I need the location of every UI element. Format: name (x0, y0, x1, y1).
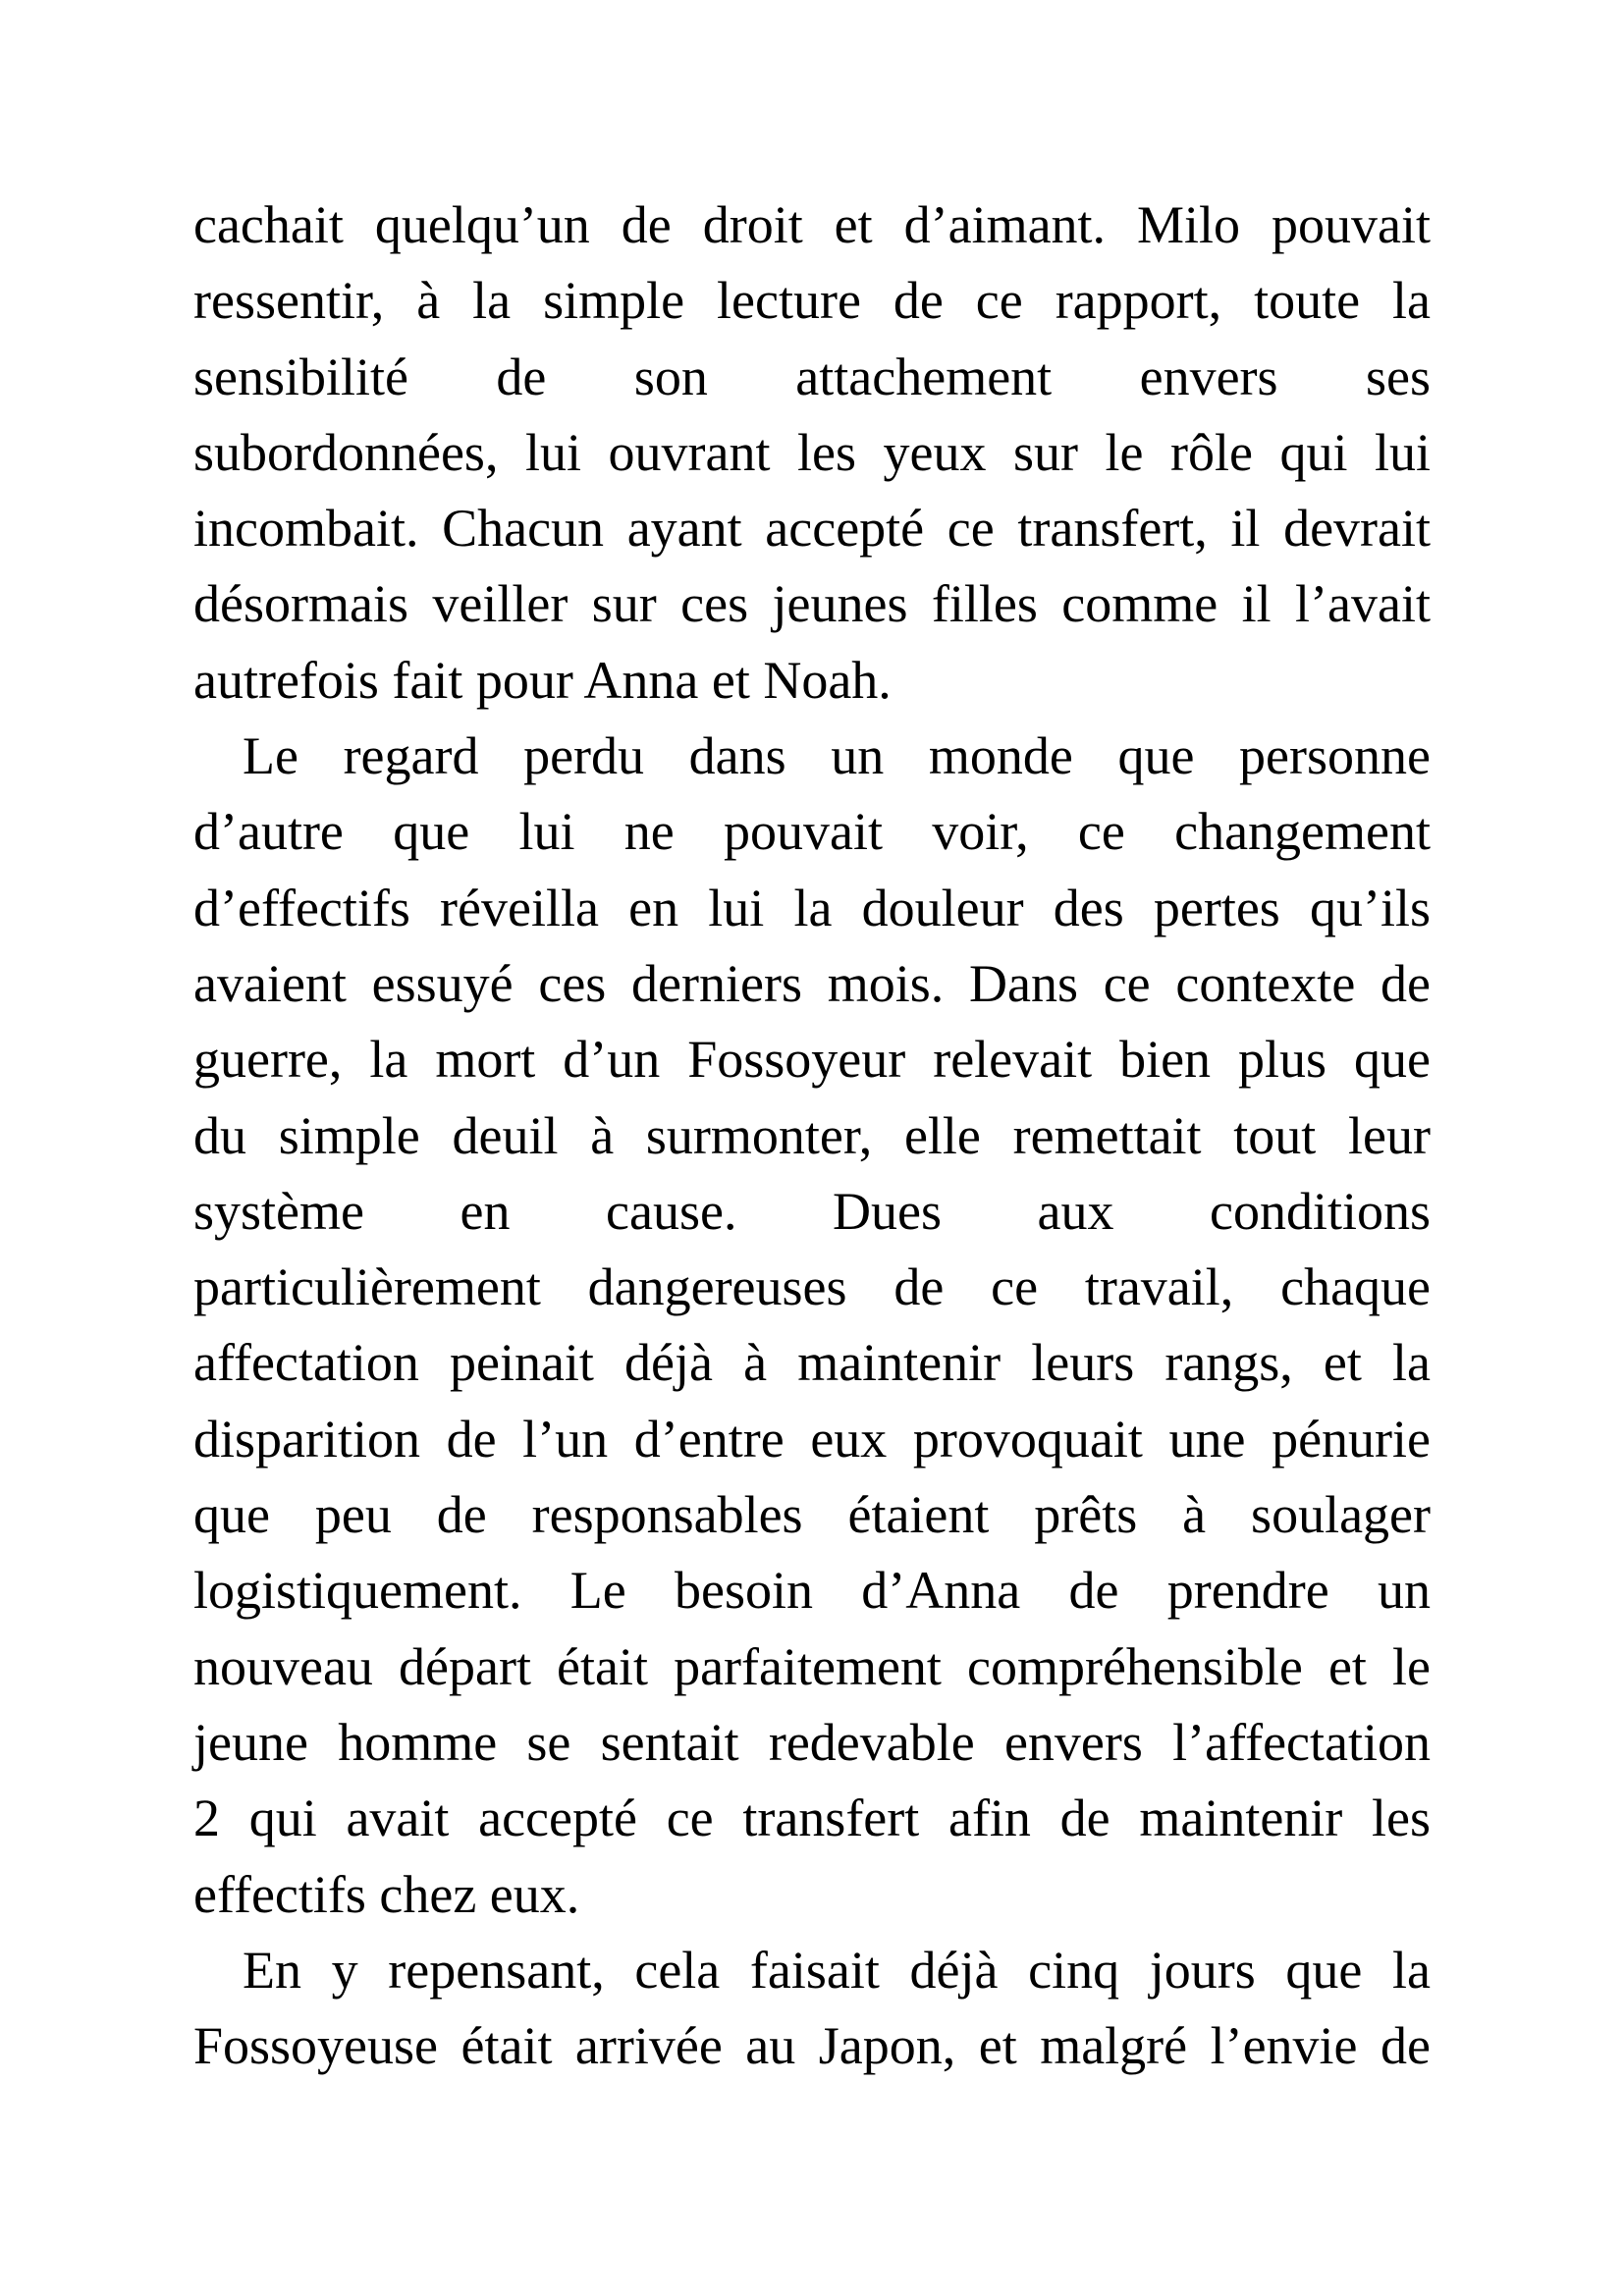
paragraph (193, 187, 1431, 719)
text-line: désormais veiller sur ces jeunes filles comme il l’avait (193, 574, 1431, 634)
text-line: Le regard perdu dans un monde que personne (243, 726, 1431, 786)
paragraph (193, 1933, 1431, 2085)
text-line: d’autre que lui ne pouvait voir, ce changement (193, 802, 1431, 862)
text-line: système en cause. Dues aux conditions (193, 1181, 1431, 1241)
text-line: subordonnées, lui ouvrant les yeux sur le rôle qui lui (193, 422, 1431, 482)
text-line: autrefois fait pour Anna et Noah. (193, 650, 892, 710)
text-line: jeune homme se sentait redevable envers l’affectation (193, 1712, 1431, 1772)
text-line: incombait. Chacun ayant accepté ce transfert, il devrait (193, 499, 1431, 559)
text-line: cachait quelqu’un de droit et d’aimant. Milo pouvait (193, 195, 1431, 254)
text-line: d’effectifs réveilla en lui la douleur des pertes qu’ils (193, 878, 1431, 937)
text-line: 2 qui avait accepté ce transfert afin de maintenir les (193, 1789, 1431, 1848)
text-line: En y repensant, cela faisait déjà cinq jours que la (243, 1940, 1431, 2000)
text-line: avaient essuyé ces derniers mois. Dans ce contexte de (193, 953, 1431, 1013)
text-line: disparition de l’un d’entre eux provoquait une pénurie (193, 1409, 1431, 1468)
text-line: que peu de responsables étaient prêts à soulager (193, 1485, 1431, 1545)
text-line: Fossoyeuse était arrivée au Japon, et malgré l’envie de (193, 2016, 1431, 2076)
text-line: affectation peinait déjà à maintenir leurs rangs, et la (193, 1333, 1431, 1393)
text-line: logistiquement. Le besoin d’Anna de prendre un (193, 1561, 1431, 1621)
text-line: ressentir, à la simple lecture de ce rapport, toute la (193, 271, 1431, 331)
text-line: particulièrement dangereuses de ce travail, chaque (193, 1257, 1431, 1317)
text-line: nouveau départ était parfaitement compréhensible et le (193, 1636, 1431, 1696)
page-text-block (193, 187, 1431, 2084)
text-line: sensibilité de son attachement envers ses (193, 347, 1431, 406)
text-line: guerre, la mort d’un Fossoyeur relevait bien plus que (193, 1030, 1431, 1090)
paragraph (193, 719, 1431, 1933)
text-line: du simple deuil à surmonter, elle remettait tout leur (193, 1105, 1431, 1165)
text-line: effectifs chez eux. (193, 1864, 580, 1924)
